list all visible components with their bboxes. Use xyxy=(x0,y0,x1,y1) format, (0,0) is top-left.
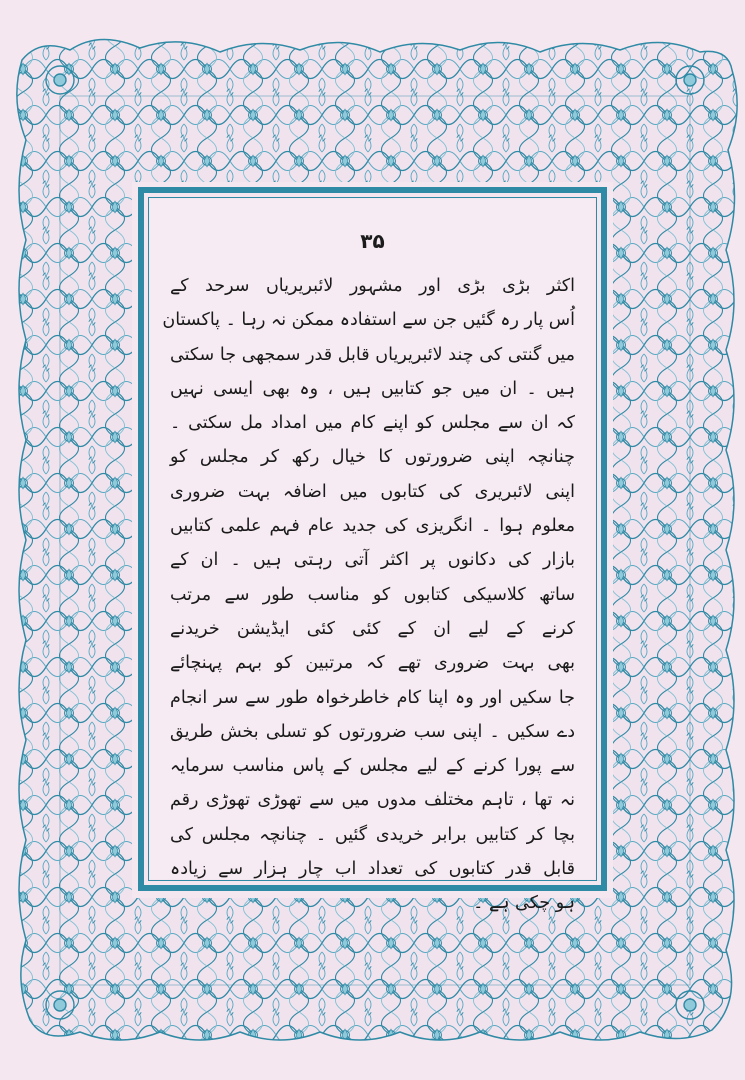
text-line: میں گنتی کی چند لائبریریاں قابل قدر سمجھی جا سکتی xyxy=(170,344,575,365)
text-line: بچا کر کتابیں برابر خریدی گئیں ۔ چنانچہ مجلس کی xyxy=(170,824,575,845)
text-line: ساتھ کلاسیکی کتابوں کو مناسب طور سے مرتب xyxy=(170,584,575,605)
text-line: اُس پار رہ گئیں جن سے استفادہ ممکن نہ رہا ۔ پاکستان xyxy=(162,310,575,331)
text-line: دے سکیں ۔ اپنی سب ضرورتوں کو تسلی بخش طریق xyxy=(170,721,575,742)
text-line-last: ہو چکی ہے ۔ xyxy=(473,893,575,914)
page-number: ۳۵ xyxy=(360,229,385,253)
text-line: کرنے کے لیے ان کے کئی کئی ایڈیشن خریدنے xyxy=(170,618,575,639)
text-line: بھی بہت ضروری تھے کہ مرتبین کو بہم پہنچائے xyxy=(170,653,575,674)
text-line: ہیں ۔ ان میں جو کتابیں ہیں ، وہ بھی ایسی نہیں xyxy=(170,378,575,399)
body-text xyxy=(162,269,575,921)
text-line: بازار کی دکانوں پر اکثر آتی رہتی ہیں ۔ ان کے xyxy=(170,550,575,571)
text-line: قابل قدر کتابوں کی تعداد اب چار ہزار سے زیادہ xyxy=(170,859,575,880)
text-line: نہ تھا ، تاہم مختلف مدوں میں سے تھوڑی تھوڑی رقم xyxy=(170,790,575,811)
text-line: اپنی لائبریری کی کتابوں میں اضافہ بہت ضروری xyxy=(170,481,575,502)
text-panel xyxy=(150,199,595,914)
text-line: جا سکیں اور وہ اپنا کام خاطرخواہ طور سے سر انجام xyxy=(170,687,575,708)
text-line: کہ ان سے مجلس کو اپنے کام میں امداد مل سکتی ۔ xyxy=(170,413,575,434)
text-line: سے پورا کرنے کے لیے مجلس کے پاس مناسب سرمایہ xyxy=(170,756,575,777)
text-line: معلوم ہوا ۔ انگریزی کی جدید عام فہم علمی کتابیں xyxy=(170,516,575,537)
text-line: اکثر بڑی بڑی اور مشہور لائبریریاں سرحد کے xyxy=(170,276,575,296)
text-line: چنانچہ اپنی ضرورتوں کا خیال رکھ کر مجلس کو xyxy=(170,447,575,468)
